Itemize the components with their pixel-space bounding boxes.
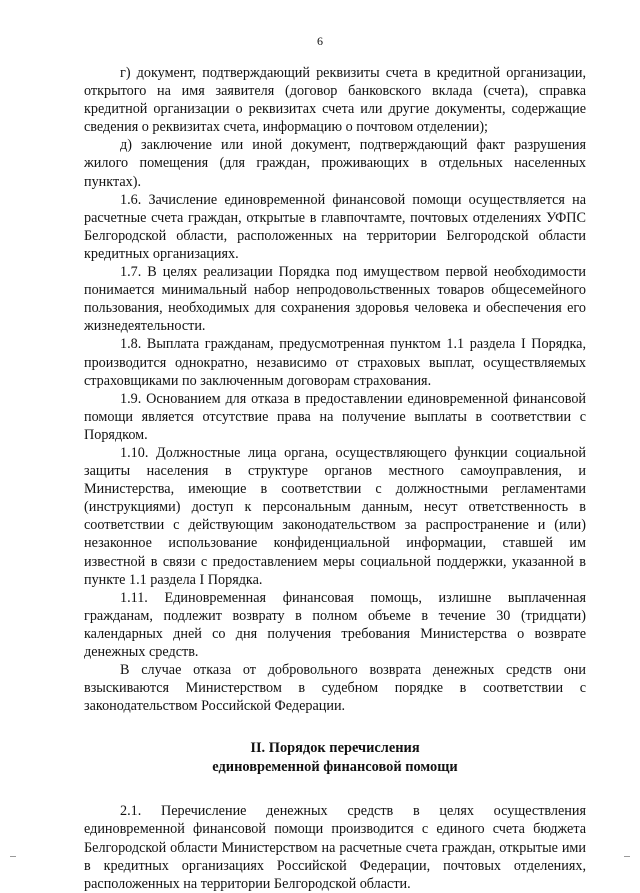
section-heading-line1: II. Порядок перечисления [250,740,420,757]
section-heading-line2: единовременной финансовой помощи [212,758,458,775]
section-heading [84,739,586,776]
scan-edge-mark [10,856,16,857]
paragraph-g: г) документ, подтверждающий реквизиты счета в кредитной организации, открытого на имя заявителя (договор банковского вклада (счета), справка кредитной организации о реквизитах счета или другие документы, содержащие сведения о реквизитах счета, информацию о почтовом отделении); [84,65,586,136]
page-number: 6 [317,34,323,48]
document-body [84,64,586,893]
paragraph-d: д) заключение или иной документ, подтверждающий факт разрушения жилого помещения (для граждан, проживающих в отдельных населенных пунктах). [84,137,586,190]
paragraph-1-10: 1.10. Должностные лица органа, осуществляющего функции социальной защиты населения в структуре органов местного самоуправления, и Министерства, имеющие в соответствии с должностными регламентами (инструкциями) доступ к персональным данным, несут ответственность в соответствии с действующим законодательством за распространение и (или) незаконное использование конфиденциальной информации, ставшей им известной в связи с предоставлением меры социальной поддержки, указанной в пункте 1.1 раздела I Порядка. [84,444,586,588]
paragraph-1-11: 1.11. Единовременная финансовая помощь, излишне выплаченная гражданам, подлежит возврату в полном объеме в течение 30 (тридцати) календарных дней со дня получения требования Министерства о возврате денежных средств. [84,589,586,660]
paragraph-1-7: 1.7. В целях реализации Порядка под имуществом первой необходимости понимается минимальный набор непродовольственных товаров общесемейного пользования, необходимых для сохранения здоровья человека и обеспечения его жизнедеятельности. [84,264,586,335]
paragraph-2-1: 2.1. Перечисление денежных средств в целях осуществления единовременной финансовой помощи производится с единого счета бюджета Белгородской области Министерством на расчетные счета граждан, открытые ими в кредитных организациях Российской Федерации, почтовых отделениях, расположенных на территории Белгородской области. [84,803,586,892]
paragraph-1-9: 1.9. Основанием для отказа в предоставлении единовременной финансовой помощи является отсутствие права на получение выплаты в соответствии с Порядком. [84,390,586,443]
paragraph-1-8: 1.8. Выплата гражданам, предусмотренная пунктом 1.1 раздела I Порядка, производится однократно, независимо от страховых выплат, осуществляемых страховщиками по заключенным договорам страхования. [84,336,586,389]
scan-edge-mark [624,856,630,857]
paragraph-refusal: В случае отказа от добровольного возврата денежных средств они взыскиваются Министерством в судебном порядке в соответствии с законодательством Российской Федерации. [84,662,586,715]
paragraph-1-6: 1.6. Зачисление единовременной финансовой помощи осуществляется на расчетные счета граждан, открытые в главпочтамте, почтовых отделениях УФПС Белгородской области, расположенных на территории Белгородской области кредитных организациях. [84,191,586,262]
